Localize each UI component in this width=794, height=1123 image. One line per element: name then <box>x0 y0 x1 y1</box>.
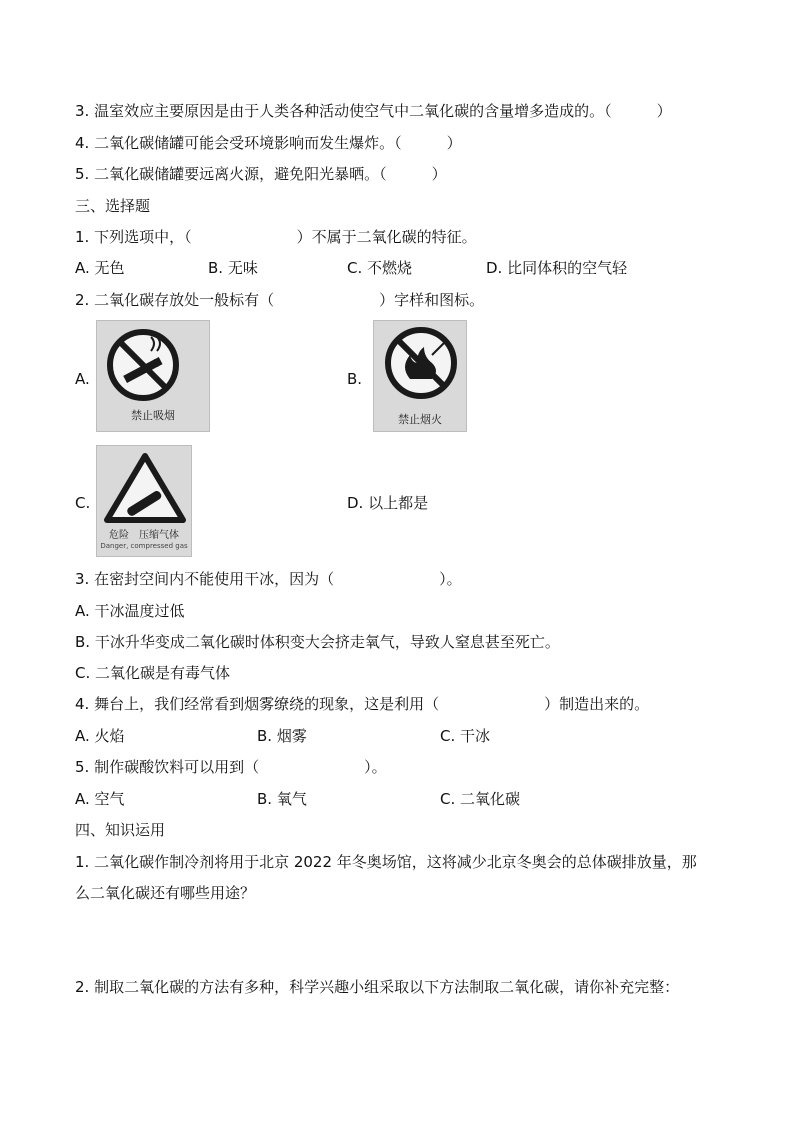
compressed-gas-caption-en: Danger, compressed gas <box>100 542 188 550</box>
choice-q5-option-a: A. 空气 <box>75 790 125 808</box>
choice-q2-option-d: D. 以上都是 <box>347 494 429 512</box>
no-smoking-caption: 禁止吸烟 <box>131 409 175 422</box>
choice-q3-option-b: B. 干冰升华变成二氧化碳时体积变大会挤走氧气，导致人窒息甚至死亡。 <box>75 633 560 651</box>
judgement-q4: 4. 二氧化碳储罐可能会受环境影响而发生爆炸。（ ） <box>75 134 462 152</box>
section-title-choice: 三、选择题 <box>75 197 151 215</box>
choice-q4-option-c: C. 干冰 <box>440 727 491 745</box>
application-q1-line2: 么二氧化碳还有哪些用途？ <box>75 884 256 902</box>
no-fire-sign <box>373 320 467 432</box>
judgement-q3: 3. 温室效应主要原因是由于人类各种活动使空气中二氧化碳的含量增多造成的。（ ） <box>75 102 672 120</box>
choice-q3-option-a: A. 干冰温度过低 <box>75 602 185 620</box>
application-q2: 2. 制取二氧化碳的方法有多种，科学兴趣小组采取以下方法制取二氧化碳，请你补充完整： <box>75 978 680 996</box>
compressed-gas-caption: 危险 压缩气体 <box>109 530 179 541</box>
choice-q3-stem: 3. 在密封空间内不能使用干冰，因为（ ）。 <box>75 570 462 588</box>
choice-q4-option-a: A. 火焰 <box>75 727 125 745</box>
choice-q2-option-a-label: A. <box>75 370 90 388</box>
choice-q5-option-c: C. 二氧化碳 <box>440 790 521 808</box>
choice-q5-option-b: B. 氧气 <box>257 790 307 808</box>
choice-q1-option-c: C. 不燃烧 <box>347 259 413 277</box>
application-q1-line1: 1. 二氧化碳作制冷剂将用于北京 2022 年冬奥场馆，这将减少北京冬奥会的总体碳排放量，那 <box>75 853 697 871</box>
choice-q2-stem: 2. 二氧化碳存放处一般标有（ ）字样和图标。 <box>75 291 485 309</box>
no-fire-caption: 禁止烟火 <box>398 413 442 426</box>
choice-q5-stem: 5. 制作碳酸饮料可以用到（ ）。 <box>75 758 387 776</box>
no-smoking-sign <box>96 320 210 432</box>
choice-q2-option-b-label: B. <box>347 370 363 388</box>
section-title-application: 四、知识运用 <box>75 821 166 839</box>
choice-q3-option-c: C. 二氧化碳是有毒气体 <box>75 664 231 682</box>
compressed-gas-sign <box>96 445 192 557</box>
choice-q1-stem: 1. 下列选项中，（ ）不属于二氧化碳的特征。 <box>75 228 477 246</box>
choice-q4-stem: 4. 舞台上，我们经常看到烟雾缭绕的现象，这是利用（ ）制造出来的。 <box>75 695 650 713</box>
choice-q1-option-b: B. 无味 <box>208 259 258 277</box>
choice-q2-option-c-label: C. <box>75 494 91 512</box>
judgement-q5: 5. 二氧化碳储罐要远离火源，避免阳光暴晒。（ ） <box>75 165 447 183</box>
choice-q1-option-a: A. 无色 <box>75 259 125 277</box>
choice-q4-option-b: B. 烟雾 <box>257 727 307 745</box>
choice-q1-option-d: D. 比同体积的空气轻 <box>486 259 628 277</box>
